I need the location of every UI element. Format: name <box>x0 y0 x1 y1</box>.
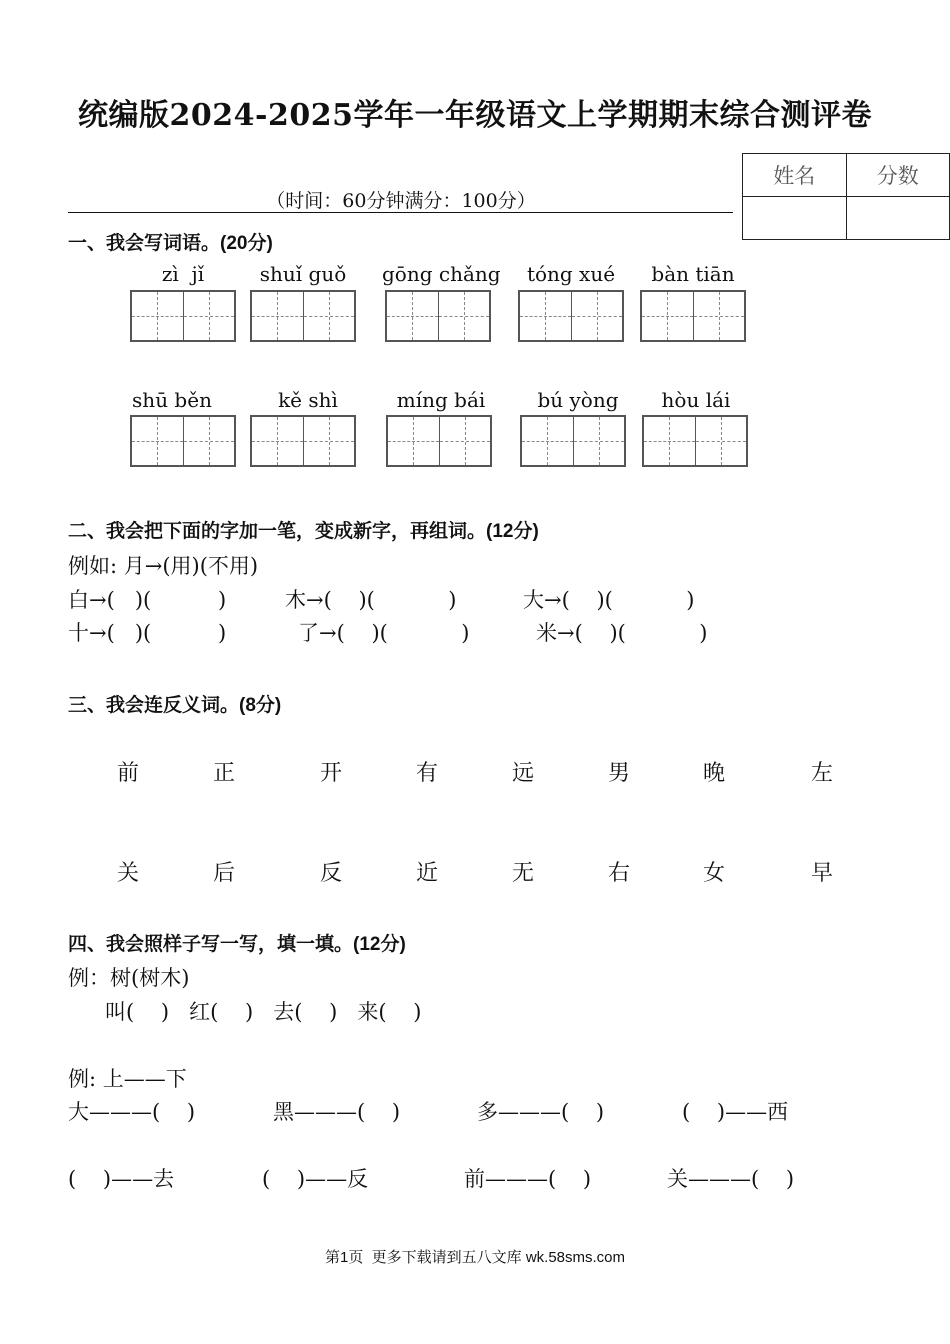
exercise-item[interactable]: 十→( )( ) <box>68 621 227 645</box>
exercise-item[interactable]: 了→( )( ) <box>298 621 470 645</box>
writing-grid[interactable] <box>642 415 748 467</box>
antonym-word-top[interactable]: 前 <box>117 761 140 786</box>
section-1-heading: 一、我会写词语。(20分) <box>68 233 273 254</box>
section-4-heading: 四、我会照样子写一写，填一填。(12分) <box>68 934 406 955</box>
example-line: 例：树(树木) <box>68 966 190 990</box>
pinyin-label: míng bái <box>396 388 486 412</box>
pinyin-label: shuǐ guǒ <box>259 262 347 286</box>
score-label: 分数 <box>846 154 950 197</box>
name-field[interactable] <box>743 197 847 240</box>
antonym-word-top[interactable]: 晚 <box>703 761 726 786</box>
exercise-item[interactable]: 黑———( ) <box>273 1100 401 1124</box>
antonym-word-bottom[interactable]: 无 <box>512 861 535 886</box>
antonym-word-top[interactable]: 有 <box>416 761 439 786</box>
antonym-word-top[interactable]: 正 <box>213 761 236 786</box>
antonym-word-top[interactable]: 开 <box>320 761 343 786</box>
page-footer: 第1页 更多下载请到五八文库 wk.58sms.com <box>324 1249 626 1266</box>
example-line: 例如: 月→(用)(不用) <box>68 554 259 578</box>
writing-grid[interactable] <box>520 415 626 467</box>
pinyin-label: kě shì <box>278 388 338 412</box>
writing-grid[interactable] <box>130 290 236 342</box>
antonym-word-bottom[interactable]: 关 <box>117 861 140 886</box>
writing-grid[interactable] <box>640 290 746 342</box>
score-table <box>742 153 950 240</box>
example-line: 例: 上——下 <box>68 1067 187 1091</box>
writing-grid[interactable] <box>385 290 491 342</box>
exercise-line[interactable]: 叫( ) 红( ) 去( ) 来( ) <box>105 1000 422 1024</box>
pinyin-label: zì jǐ <box>161 262 205 286</box>
exercise-item[interactable]: 大———( ) <box>68 1100 196 1124</box>
antonym-word-top[interactable]: 男 <box>608 761 631 786</box>
writing-grid[interactable] <box>518 290 624 342</box>
exercise-item[interactable]: ( )——西 <box>682 1100 789 1124</box>
section-2-heading: 二、我会把下面的字加一笔，变成新字，再组词。(12分) <box>68 521 539 542</box>
page-title: 统编版2024-2025学年一年级语文上学期期末综合测评卷 <box>78 98 872 133</box>
pinyin-label: hòu lái <box>661 388 731 412</box>
exercise-item[interactable]: ( )——反 <box>262 1167 369 1191</box>
antonym-word-bottom[interactable]: 反 <box>320 861 343 886</box>
score-field[interactable] <box>846 197 950 240</box>
time-info: （时间：60分钟满分：100分） <box>266 190 536 212</box>
exercise-item[interactable]: 米→( )( ) <box>536 621 708 645</box>
antonym-word-bottom[interactable]: 后 <box>213 861 236 886</box>
name-label: 姓名 <box>743 154 847 197</box>
exercise-item[interactable]: ( )——去 <box>68 1167 175 1191</box>
pinyin-label: bàn tiān <box>651 262 735 286</box>
exercise-item[interactable]: 大→( )( ) <box>523 588 695 612</box>
writing-grid[interactable] <box>250 290 356 342</box>
exercise-item[interactable]: 白→( )( ) <box>68 588 227 612</box>
antonym-word-bottom[interactable]: 近 <box>416 861 439 886</box>
exercise-item[interactable]: 前———( ) <box>464 1167 592 1191</box>
pinyin-label: bú yòng <box>537 388 619 412</box>
antonym-word-top[interactable]: 远 <box>512 761 535 786</box>
header-rule <box>68 212 733 213</box>
writing-grid[interactable] <box>130 415 236 467</box>
writing-grid[interactable] <box>250 415 356 467</box>
exercise-item[interactable]: 多———( ) <box>477 1100 605 1124</box>
antonym-word-bottom[interactable]: 右 <box>608 861 631 886</box>
exercise-item[interactable]: 木→( )( ) <box>285 588 457 612</box>
exercise-item[interactable]: 关———( ) <box>667 1167 795 1191</box>
section-3-heading: 三、我会连反义词。(8分) <box>68 695 282 716</box>
pinyin-label: shū běn <box>132 388 212 412</box>
antonym-word-bottom[interactable]: 早 <box>811 861 834 886</box>
pinyin-label: tóng xué <box>526 262 616 286</box>
pinyin-label: gōng chǎng <box>382 262 501 286</box>
writing-grid[interactable] <box>386 415 492 467</box>
antonym-word-bottom[interactable]: 女 <box>703 861 726 886</box>
antonym-word-top[interactable]: 左 <box>811 761 834 786</box>
